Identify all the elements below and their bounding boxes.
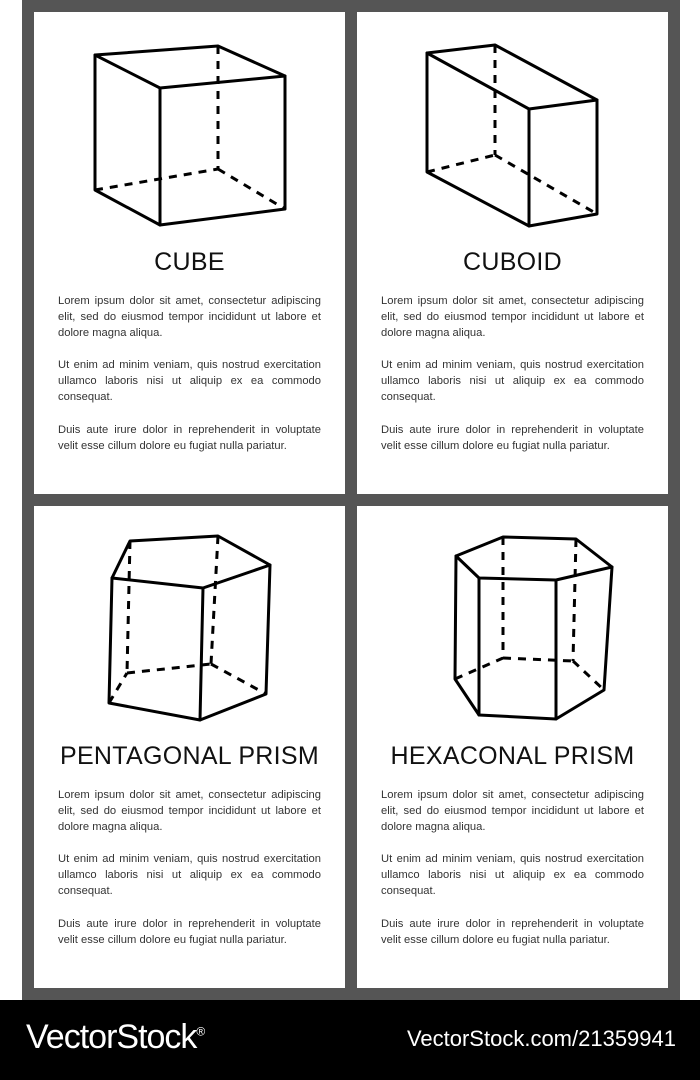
card-title: HEXACONAL PRISM: [390, 742, 635, 770]
card-title: CUBOID: [462, 248, 563, 276]
card-pentagonal-prism: [34, 506, 345, 988]
cube-shape-icon: [34, 12, 345, 242]
hexagonal-prism-shape-icon: [357, 506, 668, 736]
registered-mark: ®: [196, 1024, 205, 1039]
card-cuboid: [357, 12, 668, 494]
brand-logo: [26, 1018, 204, 1057]
card-paragraph: Ut enim ad minim veniam, quis nostrud exercitation ullamco laboris nisi ut aliquip ex ea commodo consequat.: [58, 359, 321, 403]
card-paragraph: Duis aute irure dolor in reprehenderit in voluptate velit esse cillum dolore eu fugiat nulla pariatur.: [381, 918, 644, 946]
cuboid-shape-icon: [357, 12, 668, 242]
card-paragraph: Lorem ipsum dolor sit amet, consectetur adipiscing elit, sed do eiusmod tempor incididunt ut labore et dolore magna aliqua.: [58, 789, 321, 833]
brand-name: VectorStock: [26, 1018, 197, 1056]
card-paragraph: Ut enim ad minim veniam, quis nostrud exercitation ullamco laboris nisi ut aliquip ex ea commodo consequat.: [381, 853, 644, 897]
card-paragraph: Lorem ipsum dolor sit amet, consectetur adipiscing elit, sed do eiusmod tempor incididunt ut labore et dolore magna aliqua.: [58, 295, 321, 339]
card-paragraph: Ut enim ad minim veniam, quis nostrud exercitation ullamco laboris nisi ut aliquip ex ea commodo consequat.: [381, 359, 644, 403]
card-paragraph: Lorem ipsum dolor sit amet, consectetur adipiscing elit, sed do eiusmod tempor incididunt ut labore et dolore magna aliqua.: [381, 789, 644, 833]
stock-id: VectorStock.com/21359941: [406, 1026, 676, 1051]
card-title: PENTAGONAL PRISM: [59, 742, 319, 770]
card-paragraph: Ut enim ad minim veniam, quis nostrud exercitation ullamco laboris nisi ut aliquip ex ea commodo consequat.: [58, 853, 321, 897]
card-paragraph: Duis aute irure dolor in reprehenderit in voluptate velit esse cillum dolore eu fugiat nulla pariatur.: [381, 424, 644, 452]
poster-frame: [22, 0, 680, 1000]
card-hexagonal-prism: [357, 506, 668, 988]
card-paragraph: Duis aute irure dolor in reprehenderit in voluptate velit esse cillum dolore eu fugiat nulla pariatur.: [58, 918, 321, 946]
card-cube: [34, 12, 345, 494]
card-title: CUBE: [154, 248, 225, 276]
watermark-footer: [0, 1000, 700, 1080]
card-paragraph: Lorem ipsum dolor sit amet, consectetur adipiscing elit, sed do eiusmod tempor incididunt ut labore et dolore magna aliqua.: [381, 295, 644, 339]
card-paragraph: Duis aute irure dolor in reprehenderit in voluptate velit esse cillum dolore eu fugiat nulla pariatur.: [58, 424, 321, 452]
pentagonal-prism-shape-icon: [34, 506, 345, 736]
